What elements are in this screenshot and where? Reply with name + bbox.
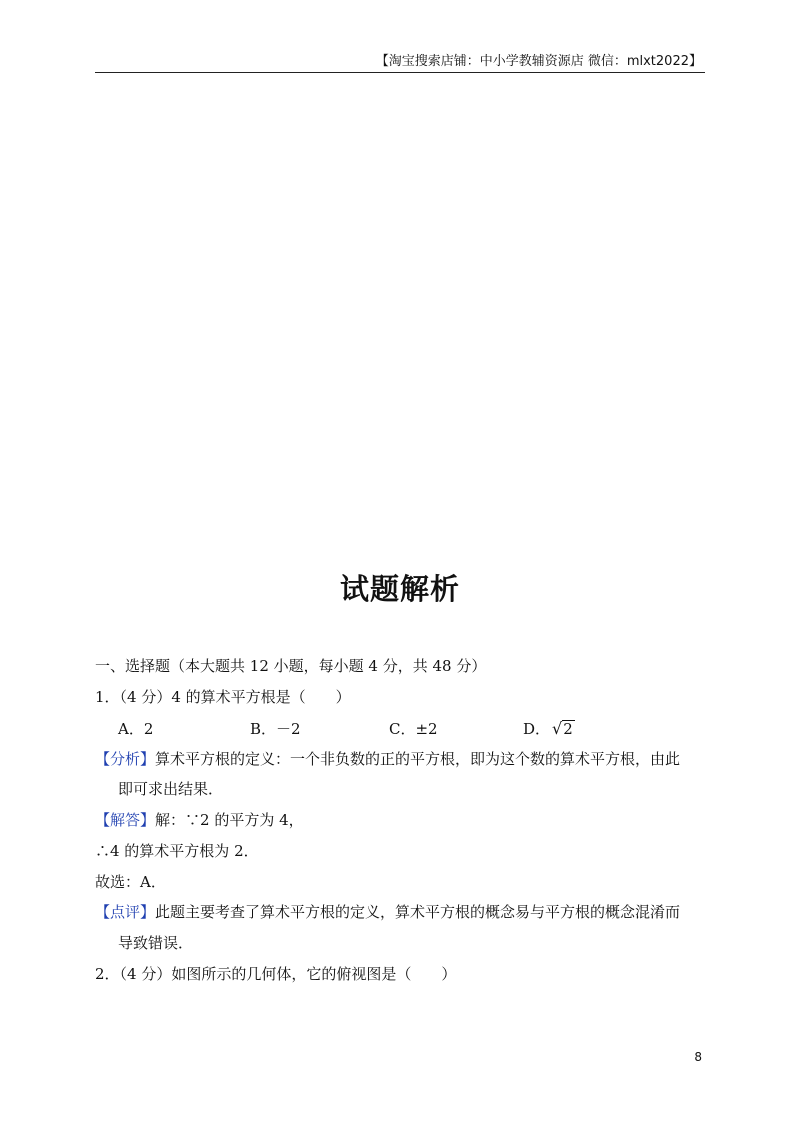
option-a: A．2	[118, 720, 154, 738]
answer-choice: 故选：A．	[95, 873, 166, 891]
analysis-text-2: 即可求出结果．	[118, 780, 224, 798]
sqrt-expression	[550, 719, 575, 738]
question-1-options	[0, 718, 800, 738]
sqrt-symbol-icon: √	[552, 719, 563, 738]
solution-text-1: 解：∵2 的平方为 4，	[155, 811, 304, 829]
option-b: B．－2	[250, 720, 301, 738]
option-d-label: D．	[523, 720, 551, 738]
comment-tag: 【点评】	[95, 903, 156, 921]
page-header: 【淘宝搜索店铺：中小学教辅资源店 微信：mlxt2022】	[375, 54, 702, 69]
solution-tag: 【解答】	[95, 811, 156, 829]
sqrt-radicand: 2	[563, 720, 573, 738]
question-1-stem: 1．（4 分）4 的算术平方根是（ ）	[95, 688, 351, 706]
comment-text-2: 导致错误．	[118, 934, 194, 952]
section-heading: 一、选择题（本大题共 12 小题，每小题 4 分，共 48 分）	[95, 657, 487, 675]
question-2-stem: 2．（4 分）如图所示的几何体，它的俯视图是（ ）	[95, 965, 457, 983]
analysis-tag: 【分析】	[95, 750, 156, 768]
page-number: 8	[694, 1050, 702, 1064]
header-divider	[95, 72, 705, 73]
analysis-text-1: 算术平方根的定义：一个非负数的正的平方根，即为这个数的算术平方根，由此	[155, 750, 681, 768]
comment-paragraph	[95, 902, 680, 922]
analysis-paragraph	[95, 749, 680, 769]
comment-text-1: 此题主要考查了算术平方根的定义，算术平方根的概念易与平方根的概念混淆而	[155, 903, 681, 921]
option-d	[523, 718, 575, 739]
page-title: 试题解析	[339, 572, 460, 606]
solution-paragraph	[95, 810, 304, 830]
solution-text-2: ∴4 的算术平方根为 2．	[95, 842, 259, 860]
option-c: C．±2	[389, 720, 438, 738]
